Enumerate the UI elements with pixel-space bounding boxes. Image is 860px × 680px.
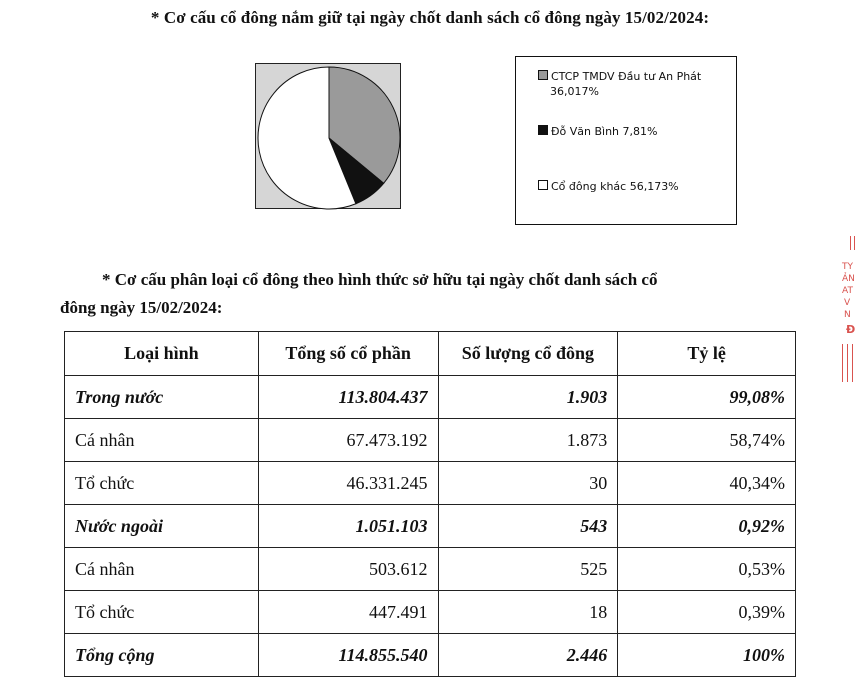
classification-heading-line1: * Cơ cấu phân loại cổ đông theo hình thức sở hữu tại ngày chốt danh sách cổ xyxy=(102,270,658,289)
cell-shares: 46.331.245 xyxy=(258,462,438,505)
header-type: Loại hình xyxy=(65,332,259,376)
stamp-text-6: Đ xyxy=(846,323,856,336)
legend-swatch-black xyxy=(538,125,548,135)
classification-heading xyxy=(60,266,800,322)
table-row xyxy=(65,462,796,505)
header-total-shares: Tổng số cổ phần xyxy=(258,332,438,376)
legend-swatch-gray xyxy=(538,70,548,80)
table-header-row xyxy=(65,332,796,376)
pie-chart-svg xyxy=(256,64,402,210)
legend-item-an-phat xyxy=(538,69,701,99)
shareholder-structure-heading: * Cơ cấu cổ đông nắm giữ tại ngày chốt danh sách cổ đông ngày 15/02/2024: xyxy=(150,8,710,27)
cell-shares: 447.491 xyxy=(258,591,438,634)
cell-count: 1.873 xyxy=(438,419,618,462)
legend-label-other: Cổ đông khác 56,173% xyxy=(551,180,679,193)
legend-label-do-van-binh: Đỗ Văn Bình 7,81% xyxy=(551,125,658,138)
cell-type: Trong nước xyxy=(65,376,259,419)
cell-count: 30 xyxy=(438,462,618,505)
cell-ratio: 58,74% xyxy=(618,419,796,462)
table-row xyxy=(65,548,796,591)
pie-legend xyxy=(515,56,737,225)
table-row xyxy=(65,419,796,462)
cell-count: 1.903 xyxy=(438,376,618,419)
cell-ratio: 0,92% xyxy=(618,505,796,548)
classification-heading-line2: đông ngày 15/02/2024: xyxy=(60,298,223,317)
cell-type: Tổng cộng xyxy=(65,634,259,677)
header-ratio: Tỷ lệ xyxy=(618,332,796,376)
cell-ratio: 100% xyxy=(618,634,796,677)
legend-item-other xyxy=(538,179,679,194)
stamp-text-1: TY xyxy=(842,262,853,272)
cell-count: 18 xyxy=(438,591,618,634)
cell-type: Tổ chức xyxy=(65,462,259,505)
cell-shares: 67.473.192 xyxy=(258,419,438,462)
cell-shares: 114.855.540 xyxy=(258,634,438,677)
pie-chart xyxy=(255,63,401,209)
cell-count: 525 xyxy=(438,548,618,591)
shareholder-table xyxy=(64,331,796,677)
legend-label-an-phat: CTCP TMDV Đầu tư An Phát xyxy=(551,70,702,83)
stamp-text-2: ẢN xyxy=(842,274,855,284)
cell-ratio: 99,08% xyxy=(618,376,796,419)
cell-count: 2.446 xyxy=(438,634,618,677)
stamp-text-4: V xyxy=(844,298,851,308)
cell-ratio: 0,53% xyxy=(618,548,796,591)
cell-type: Cá nhân xyxy=(65,419,259,462)
cell-ratio: 0,39% xyxy=(618,591,796,634)
stamp-text-5: N xyxy=(844,310,851,320)
table-row-domestic xyxy=(65,376,796,419)
cell-type: Nước ngoài xyxy=(65,505,259,548)
cell-count: 543 xyxy=(438,505,618,548)
legend-value-an-phat: 36,017% xyxy=(550,85,599,98)
table-row-foreign xyxy=(65,505,796,548)
red-stamp-fragment xyxy=(838,232,860,382)
legend-swatch-white xyxy=(538,180,548,190)
cell-shares: 113.804.437 xyxy=(258,376,438,419)
table-row-total xyxy=(65,634,796,677)
cell-type: Cá nhân xyxy=(65,548,259,591)
cell-type: Tổ chức xyxy=(65,591,259,634)
cell-ratio: 40,34% xyxy=(618,462,796,505)
cell-shares: 503.612 xyxy=(258,548,438,591)
header-holder-count: Số lượng cổ đông xyxy=(438,332,618,376)
stamp-text-3: AT xyxy=(842,286,853,296)
cell-shares: 1.051.103 xyxy=(258,505,438,548)
legend-item-do-van-binh xyxy=(538,124,657,139)
table-row xyxy=(65,591,796,634)
